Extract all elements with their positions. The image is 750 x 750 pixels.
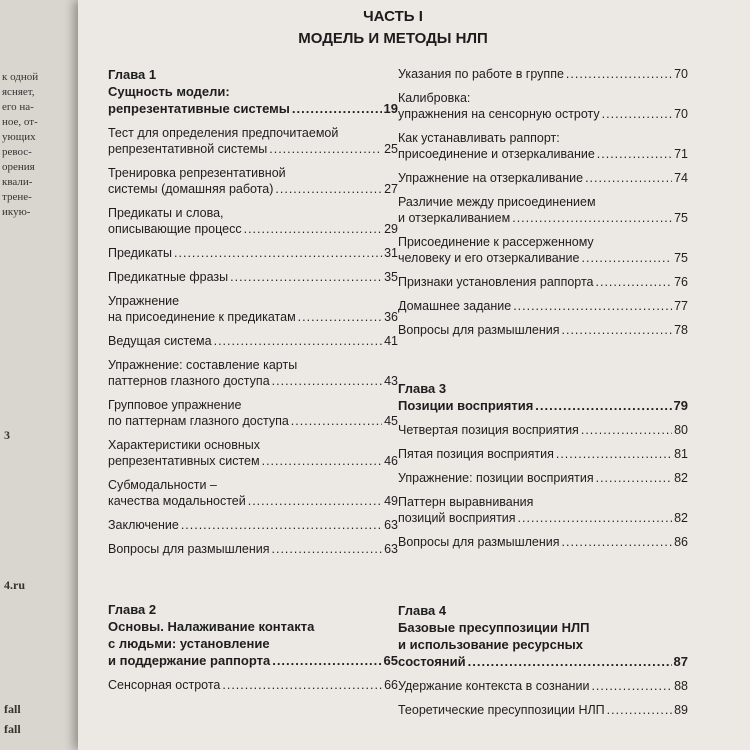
toc-page-number: 81 [674, 447, 688, 461]
toc-entry[interactable] [108, 269, 398, 285]
toc-entry-line [398, 534, 688, 550]
dot-leader [585, 170, 672, 186]
dot-leader [607, 702, 672, 718]
toc-entry[interactable] [398, 298, 688, 314]
dot-leader [272, 373, 382, 389]
toc-entry-text: позиций восприятия [398, 511, 516, 525]
dot-leader [298, 309, 382, 325]
toc-entry[interactable] [398, 470, 688, 486]
dot-leader [535, 397, 671, 414]
toc-entry-text: Сенсорная острота [108, 678, 221, 692]
toc-entry-text: Заключение [108, 518, 179, 532]
part-title: МОДЕЛЬ И МЕТОДЫ НЛП [298, 30, 488, 47]
dot-leader [602, 106, 672, 122]
toc-entry-line [108, 413, 398, 429]
toc-entry[interactable] [108, 245, 398, 261]
toc-entry-line [398, 274, 688, 290]
chapter-title: репрезентативные системы [108, 101, 290, 116]
toc-entry-line [108, 517, 398, 533]
dot-leader [230, 269, 382, 285]
chapter-title: и использование ресурсных [398, 637, 584, 652]
contents-column-left [108, 62, 398, 701]
toc-page-number: 75 [674, 251, 688, 265]
toc-page-number: 87 [673, 654, 688, 669]
contents-page [78, 0, 750, 750]
toc-page-number: 74 [674, 171, 688, 185]
dot-leader [582, 250, 673, 266]
toc-page-number: 89 [674, 703, 688, 717]
toc-page-number: 77 [674, 299, 688, 313]
toc-entry-line [108, 221, 398, 237]
toc-page-number: 36 [384, 310, 398, 324]
toc-entry-text: Тест для определения предпочитаемой [108, 126, 339, 140]
toc-entry-text: Упражнение: составление карты [108, 358, 298, 372]
toc-page-number: 76 [674, 275, 688, 289]
toc-entry-line [398, 446, 688, 462]
toc-entry-line [398, 470, 688, 486]
dot-leader [291, 413, 382, 429]
toc-entry-text: Групповое упражнение [108, 398, 242, 412]
dot-leader [222, 677, 382, 693]
dot-leader [581, 422, 672, 438]
toc-entry[interactable] [398, 170, 688, 186]
toc-entry-text: Паттерн выравнивания [398, 495, 534, 509]
toc-entry-line [108, 677, 398, 693]
part-heading [78, 6, 708, 50]
dot-leader [513, 298, 672, 314]
toc-entry-text: Упражнение: позиции восприятия [398, 471, 594, 485]
dot-leader [562, 322, 673, 338]
toc-page-number: 70 [674, 107, 688, 121]
toc-entry-line [398, 678, 688, 694]
toc-entry-text: Тренировка репрезентативной [108, 166, 286, 180]
toc-entry-text: упражнения на сенсорную остроту [398, 107, 600, 121]
previous-page-edge [0, 0, 90, 750]
toc-entry-text: паттернов глазного доступа [108, 374, 270, 388]
toc-entry-text: Предикаты [108, 246, 173, 260]
toc-entry[interactable] [398, 702, 688, 718]
dot-leader [272, 541, 383, 557]
toc-page-number: 25 [384, 142, 398, 156]
toc-entry[interactable] [398, 322, 688, 338]
dot-leader [596, 470, 673, 486]
toc-entry-text: Различие между присоединением [398, 195, 596, 209]
dot-leader [181, 517, 382, 533]
toc-entry[interactable] [108, 477, 398, 509]
toc-page-number: 46 [384, 454, 398, 468]
toc-entry[interactable] [108, 165, 398, 197]
toc-entry-line [108, 309, 398, 325]
previous-page-fragment: ующих [2, 131, 36, 143]
toc-page-number: 86 [674, 535, 688, 549]
toc-entry-line [398, 170, 688, 186]
dot-leader [272, 652, 381, 669]
toc-entry-text: репрезентативных систем [108, 454, 260, 468]
toc-page-number: 35 [384, 270, 398, 284]
toc-page-number: 63 [384, 542, 398, 556]
previous-page-fragment: ревос- [2, 146, 32, 158]
toc-entry-text: системы (домашняя работа) [108, 182, 274, 196]
chapter-label: Глава 1 [108, 67, 157, 82]
previous-page-fragment: трене- [2, 191, 32, 203]
toc-entry[interactable] [398, 534, 688, 550]
toc-entry-text: Признаки установления раппорта [398, 275, 594, 289]
dot-leader [275, 181, 382, 197]
toc-entry-line [108, 453, 398, 469]
previous-page-fragment: квали- [2, 176, 33, 188]
dot-leader [518, 510, 673, 526]
previous-page-fragment: орения [2, 161, 35, 173]
previous-page-text [2, 70, 82, 220]
previous-page-fragment: его на- [2, 101, 34, 113]
dot-leader [262, 453, 383, 469]
toc-page-number: 78 [674, 323, 688, 337]
dot-leader [248, 493, 382, 509]
contents-column-right [398, 66, 688, 726]
toc-entry-line [398, 422, 688, 438]
toc-entry-line [398, 146, 688, 162]
toc-page-number: 63 [384, 518, 398, 532]
toc-entry-text: человеку и его отзеркаливание [398, 251, 580, 265]
toc-entry-text: Удержание контекста в сознании [398, 679, 590, 693]
toc-entry-text: по паттернам глазного доступа [108, 414, 289, 428]
toc-entry-line [398, 210, 688, 226]
dot-leader [244, 221, 382, 237]
toc-page-number: 82 [674, 471, 688, 485]
chapter-title: Сущность модели: [108, 84, 230, 99]
dot-leader [468, 653, 672, 670]
toc-page-number: 75 [674, 211, 688, 225]
toc-entry[interactable] [108, 333, 398, 349]
toc-entry-text: Четвертая позиция восприятия [398, 423, 579, 437]
toc-entry-text: Характеристики основных [108, 438, 260, 452]
toc-entry[interactable] [108, 205, 398, 237]
toc-entry[interactable] [108, 517, 398, 533]
chapter-heading[interactable] [108, 601, 398, 669]
chapter-label: Глава 2 [108, 602, 157, 617]
toc-entry[interactable] [398, 234, 688, 266]
toc-entry-line [398, 106, 688, 122]
toc-entry-text: Как устанавливать раппорт: [398, 131, 560, 145]
toc-entry[interactable] [108, 541, 398, 557]
part-number: ЧАСТЬ I [363, 8, 423, 25]
previous-page-mark: fall [4, 702, 21, 716]
toc-entry[interactable] [108, 437, 398, 469]
toc-entry-line [398, 702, 688, 718]
toc-page-number: 88 [674, 679, 688, 693]
toc-entry-text: Вопросы для размышления [398, 535, 560, 549]
toc-entry[interactable] [398, 446, 688, 462]
dot-leader [596, 274, 673, 290]
toc-page-number: 80 [674, 423, 688, 437]
chapter-title-line [398, 397, 688, 414]
chapter-title: состояний [398, 654, 466, 669]
toc-entry-line [398, 66, 688, 82]
toc-entry[interactable] [108, 125, 398, 157]
dot-leader [566, 66, 672, 82]
toc-entry[interactable] [398, 194, 688, 226]
toc-entry-text: Субмодальности – [108, 478, 217, 492]
toc-entry-text: Упражнение [108, 294, 180, 308]
toc-entry-text: присоединение и отзеркаливание [398, 147, 595, 161]
toc-page-number: 41 [384, 334, 398, 348]
toc-entry-line [108, 245, 398, 261]
toc-entry-text: Предикатные фразы [108, 270, 229, 284]
chapter-title: и поддержание раппорта [108, 653, 271, 668]
previous-page-mark: 3 [4, 428, 10, 442]
dot-leader [562, 534, 673, 550]
toc-entry-line [108, 333, 398, 349]
toc-page-number: 27 [384, 182, 398, 196]
toc-entry-line [108, 373, 398, 389]
toc-entry-line [108, 181, 398, 197]
toc-entry[interactable] [108, 397, 398, 429]
toc-entry-line [108, 269, 398, 285]
toc-page-number: 31 [384, 246, 398, 260]
toc-entry[interactable] [398, 678, 688, 694]
toc-entry-line [398, 298, 688, 314]
previous-page-fragment: икую- [2, 206, 31, 218]
toc-entry[interactable] [398, 66, 688, 82]
toc-entry-text: и отзеркаливанием [398, 211, 511, 225]
toc-entry-line [108, 141, 398, 157]
toc-entry-line [108, 493, 398, 509]
toc-entry[interactable] [108, 293, 398, 325]
chapter-heading[interactable] [398, 380, 688, 414]
toc-page-number: 79 [673, 398, 688, 413]
previous-page-fragment: ясняет, [2, 86, 35, 98]
toc-entry-text: Калибровка: [398, 91, 471, 105]
toc-entry-text: описывающие процесс [108, 222, 242, 236]
chapter-title-line [108, 100, 398, 117]
dot-leader [174, 245, 382, 261]
toc-page-number: 66 [384, 678, 398, 692]
toc-entry-text: Домашнее задание [398, 299, 512, 313]
toc-entry[interactable] [398, 422, 688, 438]
chapter-title: с людьми: установление [108, 636, 270, 651]
toc-entry[interactable] [398, 274, 688, 290]
chapter-title: Базовые пресуппозиции НЛП [398, 620, 590, 635]
chapter-title: Основы. Налаживание контакта [108, 619, 315, 634]
dot-leader [292, 100, 382, 117]
toc-entry-text: на присоединение к предикатам [108, 310, 296, 324]
toc-entry-text: Предикаты и слова, [108, 206, 224, 220]
previous-page-mark: fall [4, 722, 21, 736]
toc-entry[interactable] [108, 357, 398, 389]
dot-leader [556, 446, 672, 462]
previous-page-fragment: к одной [2, 71, 39, 83]
toc-entry-text: качества модальностей [108, 494, 246, 508]
toc-entry-text: Пятая позиция восприятия [398, 447, 554, 461]
dot-leader [591, 678, 672, 694]
toc-page-number: 43 [384, 374, 398, 388]
toc-entry-text: Вопросы для размышления [398, 323, 560, 337]
dot-leader [269, 141, 382, 157]
toc-entry[interactable] [398, 494, 688, 526]
toc-entry[interactable] [398, 130, 688, 162]
chapter-heading[interactable] [108, 66, 398, 117]
toc-entry-text: Вопросы для размышления [108, 542, 270, 556]
previous-page-mark: 4.ru [4, 578, 25, 592]
toc-page-number: 65 [383, 653, 398, 668]
dot-leader [512, 210, 672, 226]
toc-entry-text: Указания по работе в группе [398, 67, 564, 81]
chapter-title-line [108, 652, 398, 669]
toc-page-number: 71 [674, 147, 688, 161]
toc-entry-text: Ведущая система [108, 334, 212, 348]
toc-entry-line [398, 510, 688, 526]
toc-entry[interactable] [398, 90, 688, 122]
toc-page-number: 19 [383, 101, 398, 116]
toc-entry-line [398, 322, 688, 338]
toc-page-number: 82 [674, 511, 688, 525]
toc-entry-line [108, 541, 398, 557]
toc-page-number: 49 [384, 494, 398, 508]
toc-entry-text: Теоретические пресуппозиции НЛП [398, 703, 605, 717]
chapter-title-line [398, 653, 688, 670]
toc-page-number: 45 [384, 414, 398, 428]
dot-leader [597, 146, 672, 162]
toc-entry-text: репрезентативной системы [108, 142, 268, 156]
toc-entry[interactable] [108, 677, 398, 693]
toc-page-number: 29 [384, 222, 398, 236]
toc-page-number: 70 [674, 67, 688, 81]
toc-entry-text: Присоединение к рассерженному [398, 235, 594, 249]
previous-page-fragment: ное, от- [2, 116, 38, 128]
dot-leader [214, 333, 382, 349]
toc-entry-line [398, 250, 688, 266]
chapter-label: Глава 4 [398, 603, 447, 618]
chapter-title: Позиции восприятия [398, 398, 534, 413]
chapter-heading[interactable] [398, 602, 688, 670]
toc-entry-text: Упражнение на отзеркаливание [398, 171, 584, 185]
chapter-label: Глава 3 [398, 381, 447, 396]
